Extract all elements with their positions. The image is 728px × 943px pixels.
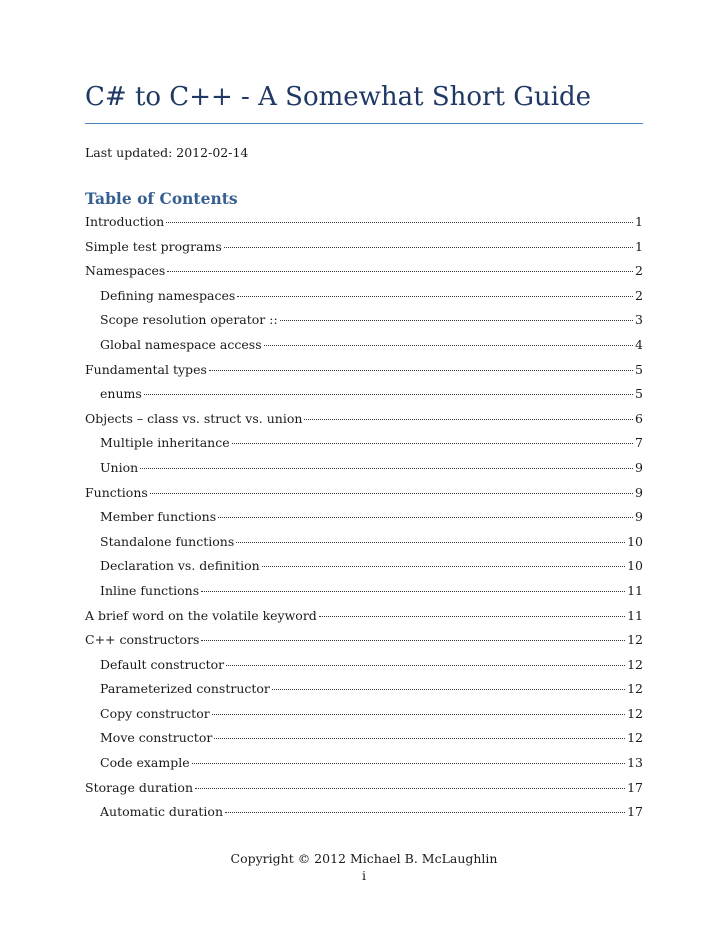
- toc-dot-leader: [201, 591, 625, 592]
- toc-entry[interactable]: [85, 239, 643, 264]
- toc-entry-page: 2: [635, 263, 643, 279]
- toc-entry-label: Objects – class vs. struct vs. union: [85, 410, 303, 426]
- toc-entry[interactable]: [85, 509, 643, 534]
- toc-entry[interactable]: [85, 337, 643, 362]
- toc-entry-page: 12: [627, 656, 643, 672]
- toc-entry[interactable]: [85, 263, 643, 288]
- toc-dot-leader: [195, 788, 625, 789]
- toc-dot-leader: [144, 394, 633, 395]
- toc-entry-label: enums: [100, 386, 142, 402]
- toc-dot-leader: [236, 542, 625, 543]
- toc-entry-page: 5: [635, 361, 643, 377]
- toc-entry-label: Code example: [100, 755, 190, 771]
- toc-entry-page: 9: [635, 509, 643, 525]
- toc-entry-page: 12: [627, 705, 643, 721]
- table-of-contents: [85, 214, 643, 829]
- toc-entry-page: 9: [635, 484, 643, 500]
- toc-entry-label: Storage duration: [85, 779, 193, 795]
- document-title: C# to C++ - A Somewhat Short Guide: [85, 82, 592, 112]
- toc-entry[interactable]: [85, 485, 643, 510]
- toc-entry-page: 17: [627, 779, 643, 795]
- toc-entry[interactable]: [85, 558, 643, 583]
- toc-dot-leader: [167, 271, 633, 272]
- toc-entry[interactable]: [85, 435, 643, 460]
- title-underline: [85, 123, 643, 124]
- toc-entry[interactable]: [85, 288, 643, 313]
- toc-entry[interactable]: [85, 386, 643, 411]
- toc-entry-label: Union: [100, 459, 139, 475]
- toc-dot-leader: [226, 665, 625, 666]
- toc-entry-label: Fundamental types: [85, 361, 207, 377]
- toc-entry-label: Introduction: [85, 214, 165, 229]
- toc-entry-page: 17: [627, 804, 643, 820]
- toc-dot-leader: [209, 370, 633, 371]
- toc-entry-label: Inline functions: [100, 582, 200, 598]
- toc-entry-page: 13: [627, 755, 643, 771]
- toc-entry-label: Namespaces: [85, 263, 166, 279]
- toc-dot-leader: [262, 566, 625, 567]
- toc-entry[interactable]: [85, 681, 643, 706]
- toc-entry-page: 10: [627, 533, 643, 549]
- toc-entry-label: Defining namespaces: [100, 287, 236, 303]
- toc-dot-leader: [319, 616, 625, 617]
- toc-entry-label: Member functions: [100, 509, 217, 525]
- toc-dot-leader: [218, 517, 633, 518]
- toc-dot-leader: [304, 419, 633, 420]
- toc-dot-leader: [272, 689, 625, 690]
- toc-entry-page: 11: [627, 607, 643, 623]
- toc-entry[interactable]: [85, 312, 643, 337]
- toc-entry[interactable]: [85, 214, 643, 239]
- toc-entry-page: 4: [635, 336, 643, 352]
- toc-entry[interactable]: [85, 657, 643, 682]
- toc-entry-page: 1: [635, 238, 643, 254]
- toc-dot-leader: [237, 296, 633, 297]
- toc-entry-label: Functions: [85, 484, 148, 500]
- toc-entry-label: Move constructor: [100, 730, 213, 746]
- toc-entry-label: Global namespace access: [100, 336, 262, 352]
- toc-entry-page: 7: [635, 435, 643, 451]
- toc-entry-label: Declaration vs. definition: [100, 558, 260, 574]
- toc-entry-page: 5: [635, 386, 643, 402]
- toc-entry-page: 11: [627, 582, 643, 598]
- toc-entry-label: Multiple inheritance: [100, 435, 230, 451]
- toc-entry[interactable]: [85, 755, 643, 780]
- toc-dot-leader: [150, 493, 633, 494]
- toc-entry-label: A brief word on the volatile keyword: [85, 607, 317, 623]
- toc-dot-leader: [214, 738, 625, 739]
- toc-entry[interactable]: [85, 583, 643, 608]
- toc-entry-page: 12: [627, 681, 643, 697]
- toc-heading: Table of Contents: [85, 189, 238, 208]
- toc-entry[interactable]: [85, 608, 643, 633]
- toc-entry-label: Scope resolution operator ::: [100, 312, 278, 328]
- toc-entry-label: Simple test programs: [85, 238, 222, 254]
- toc-entry-label: Standalone functions: [100, 533, 235, 549]
- toc-dot-leader: [224, 247, 633, 248]
- toc-dot-leader: [140, 468, 633, 469]
- toc-entry[interactable]: [85, 804, 643, 829]
- toc-entry-page: 12: [627, 632, 643, 648]
- toc-entry[interactable]: [85, 632, 643, 657]
- toc-entry-page: 3: [635, 312, 643, 328]
- toc-entry[interactable]: [85, 780, 643, 805]
- toc-entry[interactable]: [85, 362, 643, 387]
- toc-entry-page: 6: [635, 410, 643, 426]
- toc-entry-label: Automatic duration: [100, 804, 224, 820]
- page-footer: [0, 850, 728, 884]
- toc-entry-label: Copy constructor: [100, 705, 210, 721]
- toc-entry-page: 12: [627, 730, 643, 746]
- toc-entry-page: 9: [635, 459, 643, 475]
- toc-entry-page: 10: [627, 558, 643, 574]
- toc-dot-leader: [212, 714, 625, 715]
- page-number: i: [362, 868, 366, 883]
- toc-entry[interactable]: [85, 534, 643, 559]
- toc-dot-leader: [201, 640, 625, 641]
- toc-dot-leader: [166, 222, 633, 223]
- toc-dot-leader: [192, 763, 625, 764]
- toc-entry-label: Default constructor: [100, 656, 225, 672]
- toc-entry[interactable]: [85, 706, 643, 731]
- toc-entry[interactable]: [85, 411, 643, 436]
- toc-entry-page: 1: [635, 214, 643, 229]
- last-updated: Last updated: 2012-02-14: [85, 145, 249, 160]
- toc-entry-page: 2: [635, 287, 643, 303]
- toc-entry[interactable]: [85, 730, 643, 755]
- copyright-notice: Copyright © 2012 Michael B. McLaughlin: [230, 851, 498, 866]
- toc-entry[interactable]: [85, 460, 643, 485]
- toc-entry-label: Parameterized constructor: [100, 681, 270, 697]
- toc-dot-leader: [264, 345, 633, 346]
- toc-dot-leader: [225, 812, 625, 813]
- toc-dot-leader: [232, 443, 633, 444]
- toc-entry-label: C++ constructors: [85, 632, 200, 648]
- toc-dot-leader: [280, 320, 633, 321]
